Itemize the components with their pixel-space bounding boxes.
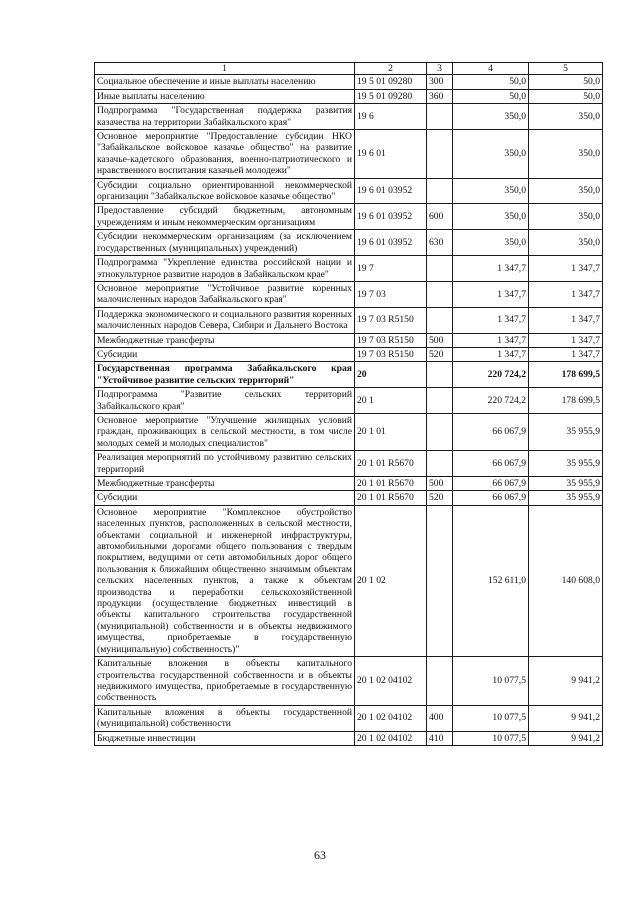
row-name-cell: Субсидии некоммерческим организациям (за исключением государственных (муниципальных) учреждений) <box>95 230 355 256</box>
budget-table <box>94 62 603 746</box>
row-value-col5-cell: 140 608,0 <box>529 505 603 656</box>
table-row <box>95 256 603 282</box>
row-value-col4-cell: 66 067,9 <box>453 451 529 477</box>
header-col-5: 5 <box>529 63 603 75</box>
row-name-cell: Поддержка экономического и социального развития коренных малочисленных народов Севера, Сибири и Дальнего Востока <box>95 307 355 333</box>
row-name-cell: Подпрограмма "Развитие сельских территорий Забайкальского края" <box>95 388 355 414</box>
header-col-2: 2 <box>355 63 427 75</box>
row-code-cell: 19 6 01 03952 <box>355 204 427 230</box>
row-value-col4-cell: 66 067,9 <box>453 413 529 450</box>
row-expense-type-cell <box>427 130 453 179</box>
row-code-cell: 19 6 01 <box>355 130 427 179</box>
table-row <box>95 705 603 731</box>
table-row <box>95 413 603 450</box>
row-value-col4-cell: 10 077,5 <box>453 731 529 745</box>
row-expense-type-cell: 500 <box>427 477 453 491</box>
row-value-col5-cell: 1 347,7 <box>529 333 603 347</box>
row-expense-type-cell: 500 <box>427 333 453 347</box>
table-row <box>95 362 603 388</box>
header-col-1: 1 <box>95 63 355 75</box>
row-value-col5-cell: 35 955,9 <box>529 413 603 450</box>
row-name-cell: Иные выплаты населению <box>95 89 355 103</box>
row-value-col5-cell: 1 347,7 <box>529 281 603 307</box>
row-value-col5-cell: 35 955,9 <box>529 451 603 477</box>
row-name-cell: Основное мероприятие "Улучшение жилищных условий граждан, проживающих в сельской местности, в том числе молодых семей и молодых специалистов" <box>95 413 355 450</box>
row-value-col4-cell: 50,0 <box>453 75 529 89</box>
row-name-cell: Субсидии социально ориентированной некоммерческой организации "Забайкальское войсковое казачье общество" <box>95 178 355 204</box>
row-expense-type-cell: 630 <box>427 230 453 256</box>
row-code-cell: 20 1 01 <box>355 413 427 450</box>
row-value-col4-cell: 10 077,5 <box>453 705 529 731</box>
row-expense-type-cell: 520 <box>427 491 453 505</box>
row-expense-type-cell <box>427 388 453 414</box>
row-value-col4-cell: 350,0 <box>453 130 529 179</box>
row-code-cell: 20 1 01 R5670 <box>355 491 427 505</box>
row-expense-type-cell <box>427 281 453 307</box>
row-expense-type-cell: 360 <box>427 89 453 103</box>
row-expense-type-cell: 600 <box>427 204 453 230</box>
row-name-cell: Основное мероприятие "Комплексное обустройство населенных пунктов, расположенных в сельской местности, объектами социальной и инженерной инфраструктуры, автомобильными дорогами общего пользования с твердым покрытием, ведущими от сети автомобильных дорог общего пользования к ближайшим общественно значимым объектам сельских населенных пунктов, а также к объектам производства и переработки сельскохозяйственной продукции (осуществление бюджетных инвестиций в объекты капитального строительства государственной (муниципальной) собственности и в объекты недвижимого имущества, приобретаемые в государственную (муниципальную) собственность)" <box>95 505 355 656</box>
row-code-cell: 20 1 02 04102 <box>355 657 427 706</box>
row-expense-type-cell: 520 <box>427 347 453 361</box>
row-code-cell: 19 7 03 R5150 <box>355 307 427 333</box>
row-value-col4-cell: 1 347,7 <box>453 307 529 333</box>
row-value-col4-cell: 1 347,7 <box>453 256 529 282</box>
table-row <box>95 505 603 656</box>
row-value-col5-cell: 1 347,7 <box>529 347 603 361</box>
row-name-cell: Капитальные вложения в объекты капитального строительства государственной собственности и в объекты недвижимого имущества, приобретаемые в государственную собственность <box>95 657 355 706</box>
table-row <box>95 104 603 130</box>
table-row <box>95 178 603 204</box>
table-row <box>95 491 603 505</box>
row-code-cell: 20 1 02 <box>355 505 427 656</box>
table-row <box>95 307 603 333</box>
row-name-cell: Межбюджетные трансферты <box>95 333 355 347</box>
row-name-cell: Государственная программа Забайкальского края "Устойчивое развитие сельских территорий" <box>95 362 355 388</box>
row-value-col5-cell: 350,0 <box>529 230 603 256</box>
row-expense-type-cell <box>427 362 453 388</box>
table-row <box>95 75 603 89</box>
row-expense-type-cell <box>427 505 453 656</box>
row-value-col4-cell: 350,0 <box>453 104 529 130</box>
header-col-4: 4 <box>453 63 529 75</box>
row-name-cell: Основное мероприятие "Устойчивое развитие коренных малочисленных народов Забайкальского края" <box>95 281 355 307</box>
row-value-col5-cell: 9 941,2 <box>529 657 603 706</box>
table-row <box>95 230 603 256</box>
row-code-cell: 20 1 01 R5670 <box>355 451 427 477</box>
table-row <box>95 477 603 491</box>
row-name-cell: Реализация мероприятий по устойчивому развитию сельских территорий <box>95 451 355 477</box>
row-name-cell: Социальное обеспечение и иные выплаты населению <box>95 75 355 89</box>
row-value-col4-cell: 152 611,0 <box>453 505 529 656</box>
row-expense-type-cell: 410 <box>427 731 453 745</box>
row-code-cell: 20 1 <box>355 388 427 414</box>
row-expense-type-cell <box>427 178 453 204</box>
row-value-col5-cell: 350,0 <box>529 178 603 204</box>
header-row <box>95 63 603 75</box>
row-expense-type-cell: 400 <box>427 705 453 731</box>
row-value-col4-cell: 50,0 <box>453 89 529 103</box>
row-value-col5-cell: 50,0 <box>529 89 603 103</box>
row-expense-type-cell <box>427 104 453 130</box>
row-expense-type-cell: 300 <box>427 75 453 89</box>
row-name-cell: Подпрограмма "Государственная поддержка развития казачества на территории Забайкальского края" <box>95 104 355 130</box>
page-number: 63 <box>314 848 326 862</box>
row-name-cell: Предоставление субсидий бюджетным, автономным учреждениям и иным некоммерческим организациям <box>95 204 355 230</box>
table-header <box>95 63 603 75</box>
row-value-col5-cell: 35 955,9 <box>529 491 603 505</box>
table-row <box>95 657 603 706</box>
row-expense-type-cell <box>427 451 453 477</box>
row-expense-type-cell <box>427 657 453 706</box>
row-value-col5-cell: 35 955,9 <box>529 477 603 491</box>
table-row <box>95 89 603 103</box>
row-expense-type-cell <box>427 413 453 450</box>
row-code-cell: 19 7 03 R5150 <box>355 347 427 361</box>
row-code-cell: 20 1 02 04102 <box>355 705 427 731</box>
row-value-col4-cell: 350,0 <box>453 204 529 230</box>
row-code-cell: 19 5 01 09280 <box>355 75 427 89</box>
row-value-col4-cell: 66 067,9 <box>453 491 529 505</box>
row-code-cell: 19 7 03 R5150 <box>355 333 427 347</box>
row-value-col5-cell: 178 699,5 <box>529 362 603 388</box>
row-value-col5-cell: 50,0 <box>529 75 603 89</box>
row-code-cell: 19 6 <box>355 104 427 130</box>
header-col-3: 3 <box>427 63 453 75</box>
row-value-col4-cell: 66 067,9 <box>453 477 529 491</box>
row-code-cell: 19 6 01 03952 <box>355 178 427 204</box>
row-code-cell: 20 <box>355 362 427 388</box>
table-row <box>95 281 603 307</box>
row-name-cell: Субсидии <box>95 347 355 361</box>
row-name-cell: Подпрограмма "Укрепление единства российской нации и этнокультурное развитие народов в Забайкальском крае" <box>95 256 355 282</box>
row-value-col5-cell: 1 347,7 <box>529 307 603 333</box>
row-code-cell: 20 1 01 R5670 <box>355 477 427 491</box>
table-row <box>95 388 603 414</box>
row-expense-type-cell <box>427 256 453 282</box>
row-value-col5-cell: 1 347,7 <box>529 256 603 282</box>
row-value-col4-cell: 220 724,2 <box>453 362 529 388</box>
table-row <box>95 731 603 745</box>
table-row <box>95 451 603 477</box>
row-value-col4-cell: 10 077,5 <box>453 657 529 706</box>
row-value-col4-cell: 1 347,7 <box>453 333 529 347</box>
row-code-cell: 20 1 02 04102 <box>355 731 427 745</box>
row-code-cell: 19 6 01 03952 <box>355 230 427 256</box>
row-value-col5-cell: 350,0 <box>529 204 603 230</box>
row-name-cell: Капитальные вложения в объекты государственной (муниципальной) собственности <box>95 705 355 731</box>
row-name-cell: Бюджетные инвестиции <box>95 731 355 745</box>
row-code-cell: 19 7 <box>355 256 427 282</box>
row-value-col5-cell: 9 941,2 <box>529 731 603 745</box>
row-code-cell: 19 5 01 09280 <box>355 89 427 103</box>
row-code-cell: 19 7 03 <box>355 281 427 307</box>
row-name-cell: Основное мероприятие "Предоставление субсидии НКО "Забайкальское войсковое казачье общество" на развитие казачье-кадетского образования, военно-патриотического и нравственного воспитания казачьей молодежи" <box>95 130 355 179</box>
row-value-col5-cell: 9 941,2 <box>529 705 603 731</box>
row-expense-type-cell <box>427 307 453 333</box>
row-value-col4-cell: 220 724,2 <box>453 388 529 414</box>
row-value-col4-cell: 1 347,7 <box>453 347 529 361</box>
row-value-col5-cell: 350,0 <box>529 130 603 179</box>
row-value-col4-cell: 350,0 <box>453 178 529 204</box>
row-value-col5-cell: 178 699,5 <box>529 388 603 414</box>
table-row <box>95 130 603 179</box>
table-body <box>95 75 603 746</box>
table-row <box>95 347 603 361</box>
table-row <box>95 333 603 347</box>
row-name-cell: Субсидии <box>95 491 355 505</box>
row-name-cell: Межбюджетные трансферты <box>95 477 355 491</box>
row-value-col4-cell: 350,0 <box>453 230 529 256</box>
table-row <box>95 204 603 230</box>
row-value-col4-cell: 1 347,7 <box>453 281 529 307</box>
row-value-col5-cell: 350,0 <box>529 104 603 130</box>
